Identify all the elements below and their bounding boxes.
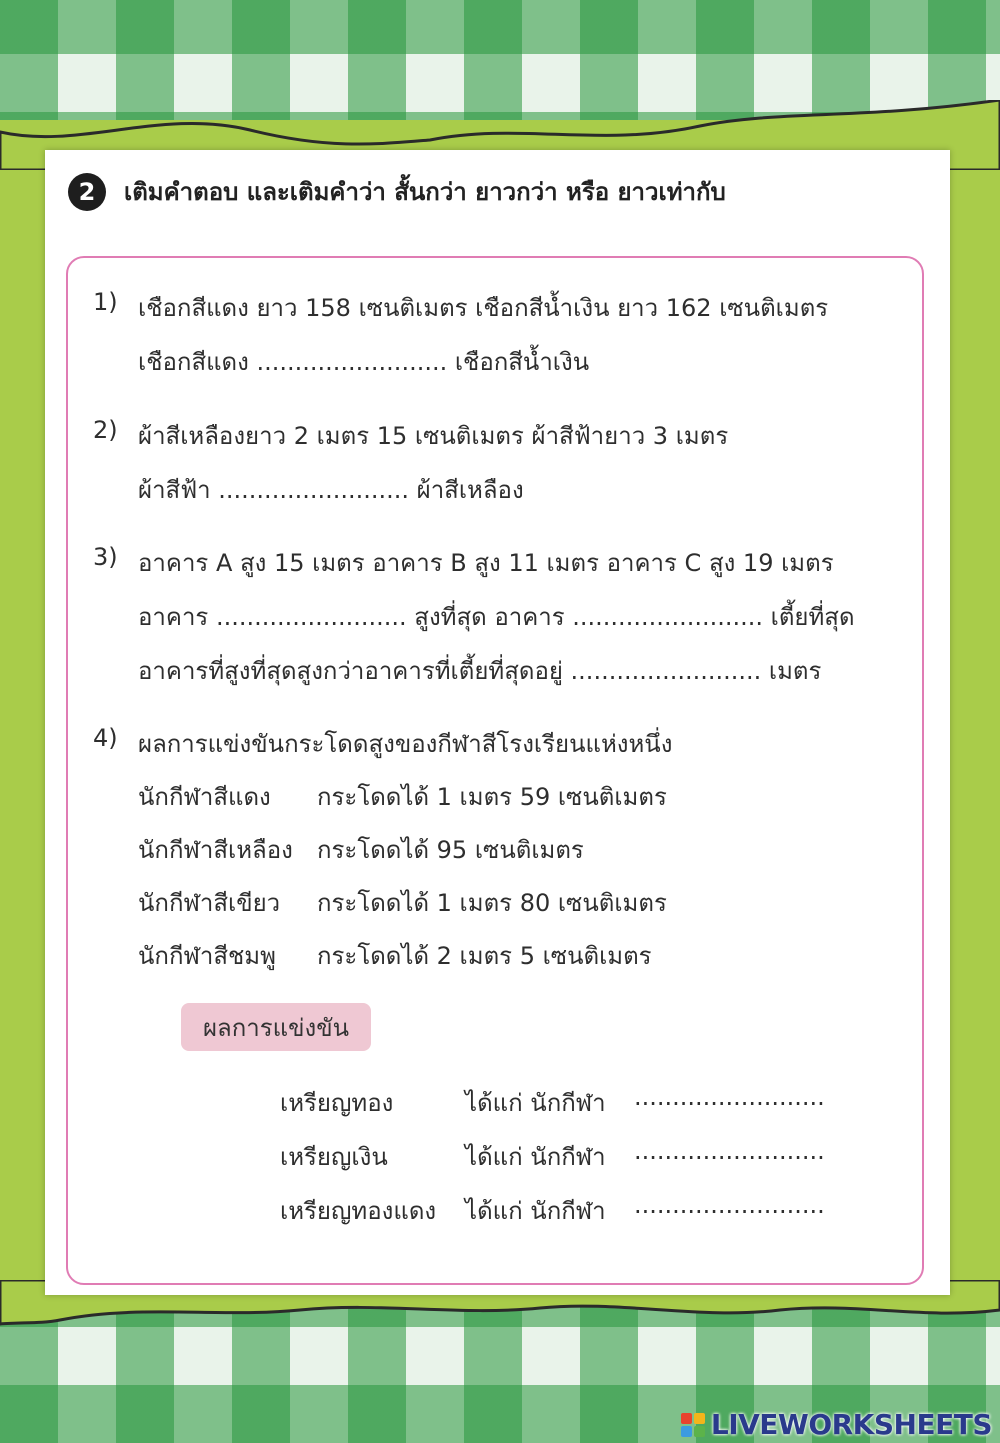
athlete-result: กระโดดได้ 1 เมตร 80 เซนติเมตร	[317, 889, 667, 917]
results-badge: ผลการแข่งขัน	[181, 1003, 371, 1051]
athlete-name: นักกีฬาสีชมพู	[138, 942, 276, 970]
liveworksheets-logo	[681, 1408, 992, 1441]
question-3-answer-line-1[interactable]: อาคาร ......................... สูงที่สุด อาคาร ......................... เตี้ยที่สุด	[138, 603, 855, 631]
question-box	[66, 256, 924, 1285]
question-1-answer-line[interactable]: เชือกสีแดง ......................... เชือกสีน้ำเงิน	[138, 348, 590, 376]
question-2-text: ผ้าสีเหลืองยาว 2 เมตร 15 เซนติเมตร ผ้าสีฟ้ายาว 3 เมตร	[138, 422, 729, 450]
medal-bronze-blank[interactable]: .........................	[634, 1191, 825, 1219]
liveworksheets-wordmark: LIVEWORKSHEETS	[710, 1408, 992, 1441]
medal-bronze-recipient-label: ได้แก่ นักกีฬา	[465, 1197, 606, 1225]
athlete-name: นักกีฬาสีเขียว	[138, 889, 281, 917]
medal-gold-blank[interactable]: .........................	[634, 1083, 825, 1111]
athlete-result: กระโดดได้ 1 เมตร 59 เซนติเมตร	[317, 783, 667, 811]
question-2-answer-line[interactable]: ผ้าสีฟ้า ......................... ผ้าสีเหลือง	[138, 476, 524, 504]
medal-silver-blank[interactable]: .........................	[634, 1137, 825, 1165]
question-1-text: เชือกสีแดง ยาว 158 เซนติเมตร เชือกสีน้ำเงิน ยาว 162 เซนติเมตร	[138, 294, 829, 322]
medal-gold-recipient-label: ได้แก่ นักกีฬา	[465, 1089, 606, 1117]
medal-gold-label: เหรียญทอง	[280, 1089, 394, 1117]
question-number-2: 2)	[93, 416, 118, 444]
athlete-name: นักกีฬาสีเหลือง	[138, 836, 293, 864]
question-4-text: ผลการแข่งขันกระโดดสูงของกีฬาสีโรงเรียนแห่งหนึ่ง	[138, 730, 673, 758]
athlete-result: กระโดดได้ 2 เมตร 5 เซนติเมตร	[317, 942, 652, 970]
question-number-4: 4)	[93, 724, 118, 752]
question-3-answer-line-2[interactable]: อาคารที่สูงที่สุดสูงกว่าอาคารที่เตี้ยที่สุดอยู่ ......................... เมตร	[138, 657, 822, 685]
question-number-3: 3)	[93, 543, 118, 571]
medal-silver-label: เหรียญเงิน	[280, 1143, 388, 1171]
athlete-result: กระโดดได้ 95 เซนติเมตร	[317, 836, 584, 864]
exercise-number-badge: 2	[68, 173, 106, 211]
liveworksheets-icon	[681, 1413, 705, 1437]
question-number-1: 1)	[93, 288, 118, 316]
exercise-instruction: เติมคำตอบ และเติมคำว่า สั้นกว่า ยาวกว่า หรือ ยาวเท่ากับ	[124, 178, 726, 206]
medal-silver-recipient-label: ได้แก่ นักกีฬา	[465, 1143, 606, 1171]
athlete-name: นักกีฬาสีแดง	[138, 783, 271, 811]
exercise-header	[68, 172, 726, 211]
medal-bronze-label: เหรียญทองแดง	[280, 1197, 437, 1225]
question-3-text: อาคาร A สูง 15 เมตร อาคาร B สูง 11 เมตร อาคาร C สูง 19 เมตร	[138, 549, 834, 577]
